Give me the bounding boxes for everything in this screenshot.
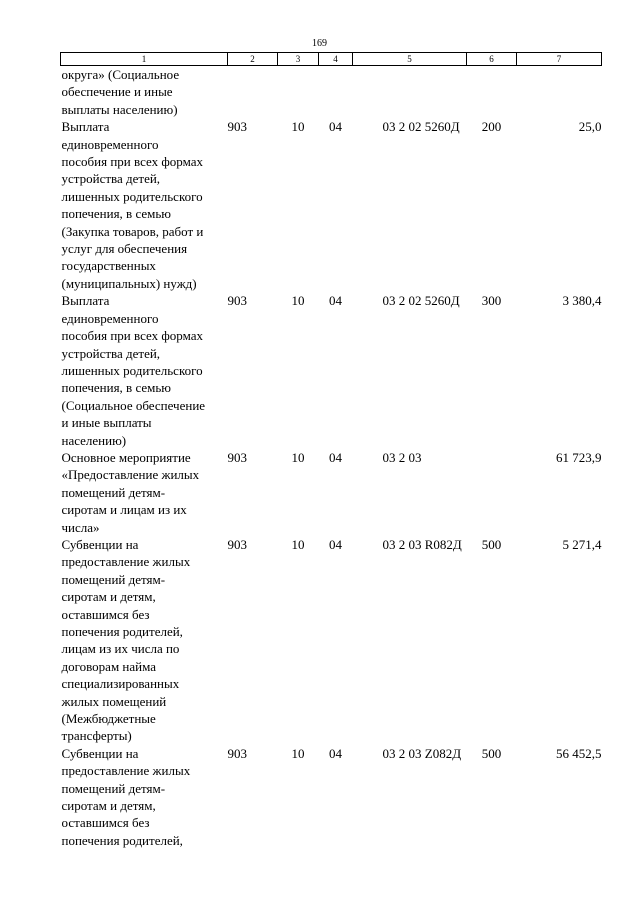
row-section: 10 [291,449,305,465]
row-target-article: 03 2 03 Z082Д [382,745,462,761]
header-col-4: 4 [319,53,353,66]
row-target-article: 03 2 03 R082Д [382,536,462,552]
budget-table [60,52,602,849]
row-subsection: 04 [329,119,342,135]
row-description: округа» (Социальное обеспечение и иные выплаты населению) [61,67,180,117]
table-body [61,66,602,850]
row-expense-type [467,66,517,119]
header-col-2: 2 [228,53,278,66]
row-amount: 61 723,9 [556,449,602,465]
row-target-article: 03 2 03 [382,449,422,465]
table-row [61,66,602,119]
row-subsection [319,66,353,119]
row-grbs-code [228,66,278,119]
row-grbs-code: 903 [227,119,247,135]
header-col-6: 6 [467,53,517,66]
row-grbs-code: 903 [227,293,247,309]
table-row [61,449,602,536]
row-description: Выплата единовременного пособия при всех формах устройства детей, лишенных родительского попечения, в семью (Закупка товаров, работ и услуг для обеспечения государственных (муниципальных) нужд) [61,119,204,291]
row-target-article: 03 2 02 5260Д [382,293,460,309]
row-amount: 25,0 [578,119,602,135]
row-grbs-code: 903 [227,536,247,552]
row-section [278,66,319,119]
table-row [61,118,602,292]
table-row [61,536,602,745]
row-section: 10 [291,745,305,761]
row-subsection: 04 [329,536,342,552]
row-amount: 5 271,4 [562,536,602,552]
header-col-5: 5 [353,53,467,66]
table-row [61,292,602,449]
row-section: 10 [291,119,305,135]
row-description: Выплата единовременного пособия при всех формах устройства детей, лишенных родительского попечения, в семью (Социальное обеспечение и иные выплаты населению) [61,293,206,448]
row-description: Субвенции на предоставление жилых помещений детям- сиротам и детям, оставшимся без попечения родителей, лицам из их числа по договорам найма специализированных жилых помещений (Межбюджетные трансферты) [61,536,191,744]
row-target-article: 03 2 02 5260Д [382,119,460,135]
table-row [61,745,602,849]
row-expense-type: 200 [481,119,502,135]
row-grbs-code: 903 [227,745,247,761]
row-description: Основное мероприятие «Предоставление жилых помещений детям- сиротам и лицам из их числа» [61,449,200,535]
row-amount [517,66,602,119]
header-col-7: 7 [517,53,602,66]
table-header [61,53,602,66]
row-description: Субвенции на предоставление жилых помещений детям- сиротам и детям, оставшимся без попечения родителей, [61,745,191,848]
row-section: 10 [291,293,305,309]
row-amount: 3 380,4 [562,293,602,309]
row-expense-type: 300 [481,293,502,309]
row-section: 10 [291,536,305,552]
page-number: 169 [312,38,327,49]
row-expense-type: 500 [481,745,502,761]
header-row [61,53,602,66]
row-subsection: 04 [329,449,342,465]
row-target-article [353,66,467,119]
row-grbs-code: 903 [227,449,247,465]
row-subsection: 04 [329,293,342,309]
row-subsection: 04 [329,745,342,761]
row-expense-type [467,449,517,536]
row-expense-type: 500 [481,536,502,552]
header-col-1: 1 [61,53,228,66]
row-amount: 56 452,5 [556,745,602,761]
header-col-3: 3 [278,53,319,66]
